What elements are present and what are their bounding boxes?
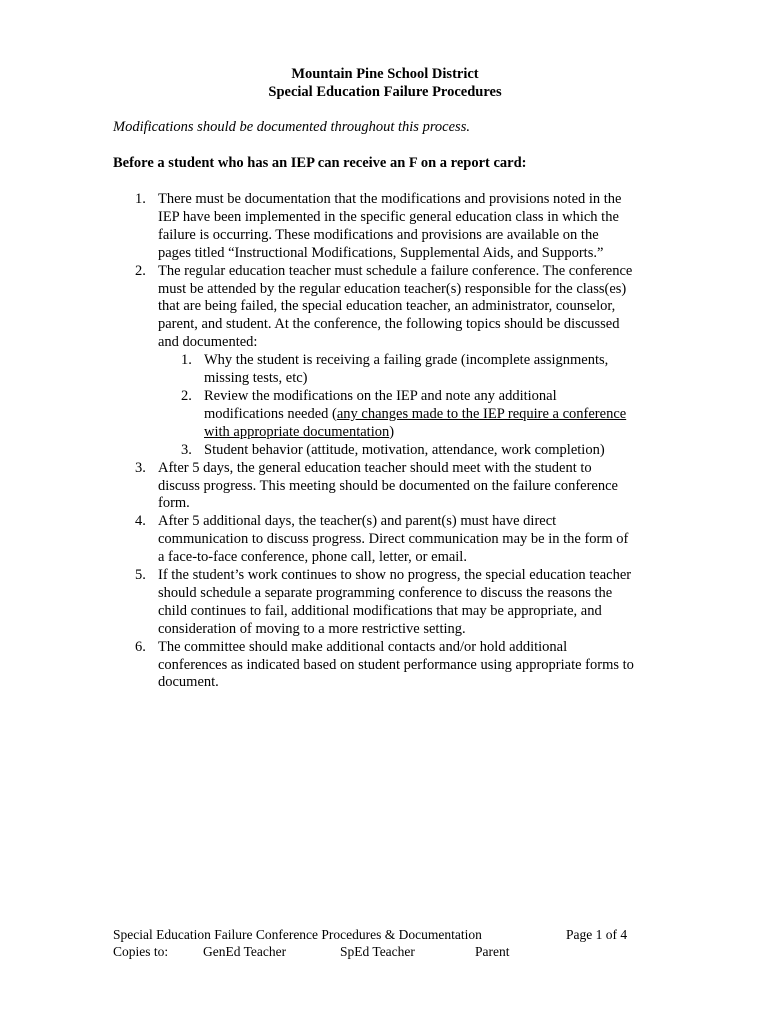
list-item-line: pages titled “Instructional Modifications, Supplemental Aids, and Supports.” <box>158 244 604 261</box>
sub-list-item <box>158 352 663 388</box>
list-item-line: The regular education teacher must schedule a failure conference. The conference <box>158 262 633 279</box>
sub-list-item-line <box>204 406 663 424</box>
document-title: Special Education Failure Procedures <box>268 83 502 100</box>
sub-list-item-number: 1. <box>181 352 192 369</box>
list-item-line: discuss progress. This meeting should be documented on the failure conference <box>158 477 618 494</box>
sub-list-item-line: Student behavior (attitude, motivation, attendance, work completion) <box>204 441 605 458</box>
footer-doc-title: Special Education Failure Conference Procedures & Documentation <box>113 927 482 942</box>
list-item-line: that are being failed, the special education teacher, an administrator, counselor, <box>158 298 616 315</box>
list-item-line: conferences as indicated based on student performance using appropriate forms to <box>158 656 634 673</box>
list-item-line: and documented: <box>158 334 258 351</box>
sub-list-item-line: Why the student is receiving a failing grade (incomplete assignments, <box>204 352 609 369</box>
list-item-line: If the student’s work continues to show no progress, the special education teacher <box>158 567 632 584</box>
list-item-line: failure is occurring. These modifications and provisions are available on the <box>158 226 599 243</box>
list-item-line: child continues to fail, additional modifications that may be appropriate, and <box>158 602 602 619</box>
list-item-line: should schedule a separate programming conference to discuss the reasons the <box>158 584 613 601</box>
list-item <box>113 567 663 639</box>
sub-list-item <box>158 388 663 442</box>
sub-list-item-number: 2. <box>181 387 192 404</box>
list-item <box>113 639 663 693</box>
page-footer <box>113 927 643 960</box>
procedure-list <box>113 191 663 692</box>
list-item-line: After 5 additional days, the teacher(s) and parent(s) must have direct <box>158 513 557 530</box>
list-item-number: 3. <box>135 459 146 476</box>
sub-list-item-text: modifications needed ( <box>204 405 337 422</box>
copy-recipient: SpEd Teacher <box>340 943 415 959</box>
list-item-line: The committee should make additional contacts and/or hold additional <box>158 638 568 655</box>
list-item-line: a face-to-face conference, phone call, letter, or email. <box>158 549 467 566</box>
list-item <box>113 513 663 567</box>
list-item-line: form. <box>158 495 190 512</box>
copies-label: Copies to: <box>113 943 169 959</box>
list-item-line: IEP have been implemented in the specific general education class in which the <box>158 208 619 225</box>
intro-note: Modifications should be documented throughout this process. <box>113 119 470 135</box>
list-item-line: There must be documentation that the modifications and provisions noted in the <box>158 191 622 207</box>
section-heading: Before a student who has an IEP can receive an F on a report card: <box>113 155 527 171</box>
copy-recipient: GenEd Teacher <box>203 943 287 959</box>
sub-list-item-line: missing tests, etc) <box>204 370 308 387</box>
document-header <box>0 66 770 101</box>
underlined-requirement: with appropriate documentation <box>204 423 390 440</box>
sub-list-item-number: 3. <box>181 441 192 458</box>
sub-list-item <box>158 442 663 460</box>
list-item-line: must be attended by the regular education teacher(s) responsible for the class(es) <box>158 280 627 297</box>
footer-row-copies <box>113 944 643 961</box>
underlined-requirement: any changes made to the IEP require a conference <box>336 405 627 422</box>
list-item-line: document. <box>158 674 219 691</box>
list-item-number: 4. <box>135 513 146 530</box>
list-item <box>113 460 663 514</box>
list-item-number: 6. <box>135 638 146 655</box>
list-item-number: 2. <box>135 262 146 279</box>
list-item <box>113 191 663 263</box>
district-name: Mountain Pine School District <box>291 66 479 82</box>
list-item <box>113 263 663 460</box>
list-item-line: communication to discuss progress. Direct communication may be in the form of <box>158 531 629 548</box>
footer-row-title <box>113 927 643 944</box>
copy-recipient: Parent <box>475 943 510 959</box>
list-item-number: 5. <box>135 567 146 584</box>
list-item-line: consideration of moving to a more restrictive setting. <box>158 620 466 637</box>
list-item-line: parent, and student. At the conference, the following topics should be discussed <box>158 316 620 333</box>
list-item-line: After 5 days, the general education teacher should meet with the student to <box>158 459 592 476</box>
sub-list-item-line: Review the modifications on the IEP and note any additional <box>204 387 557 404</box>
page-number: Page 1 of 4 <box>566 927 628 942</box>
sub-list-item-text: ) <box>389 423 395 440</box>
list-item-number: 1. <box>135 191 146 207</box>
sub-list-item-line <box>204 424 663 442</box>
